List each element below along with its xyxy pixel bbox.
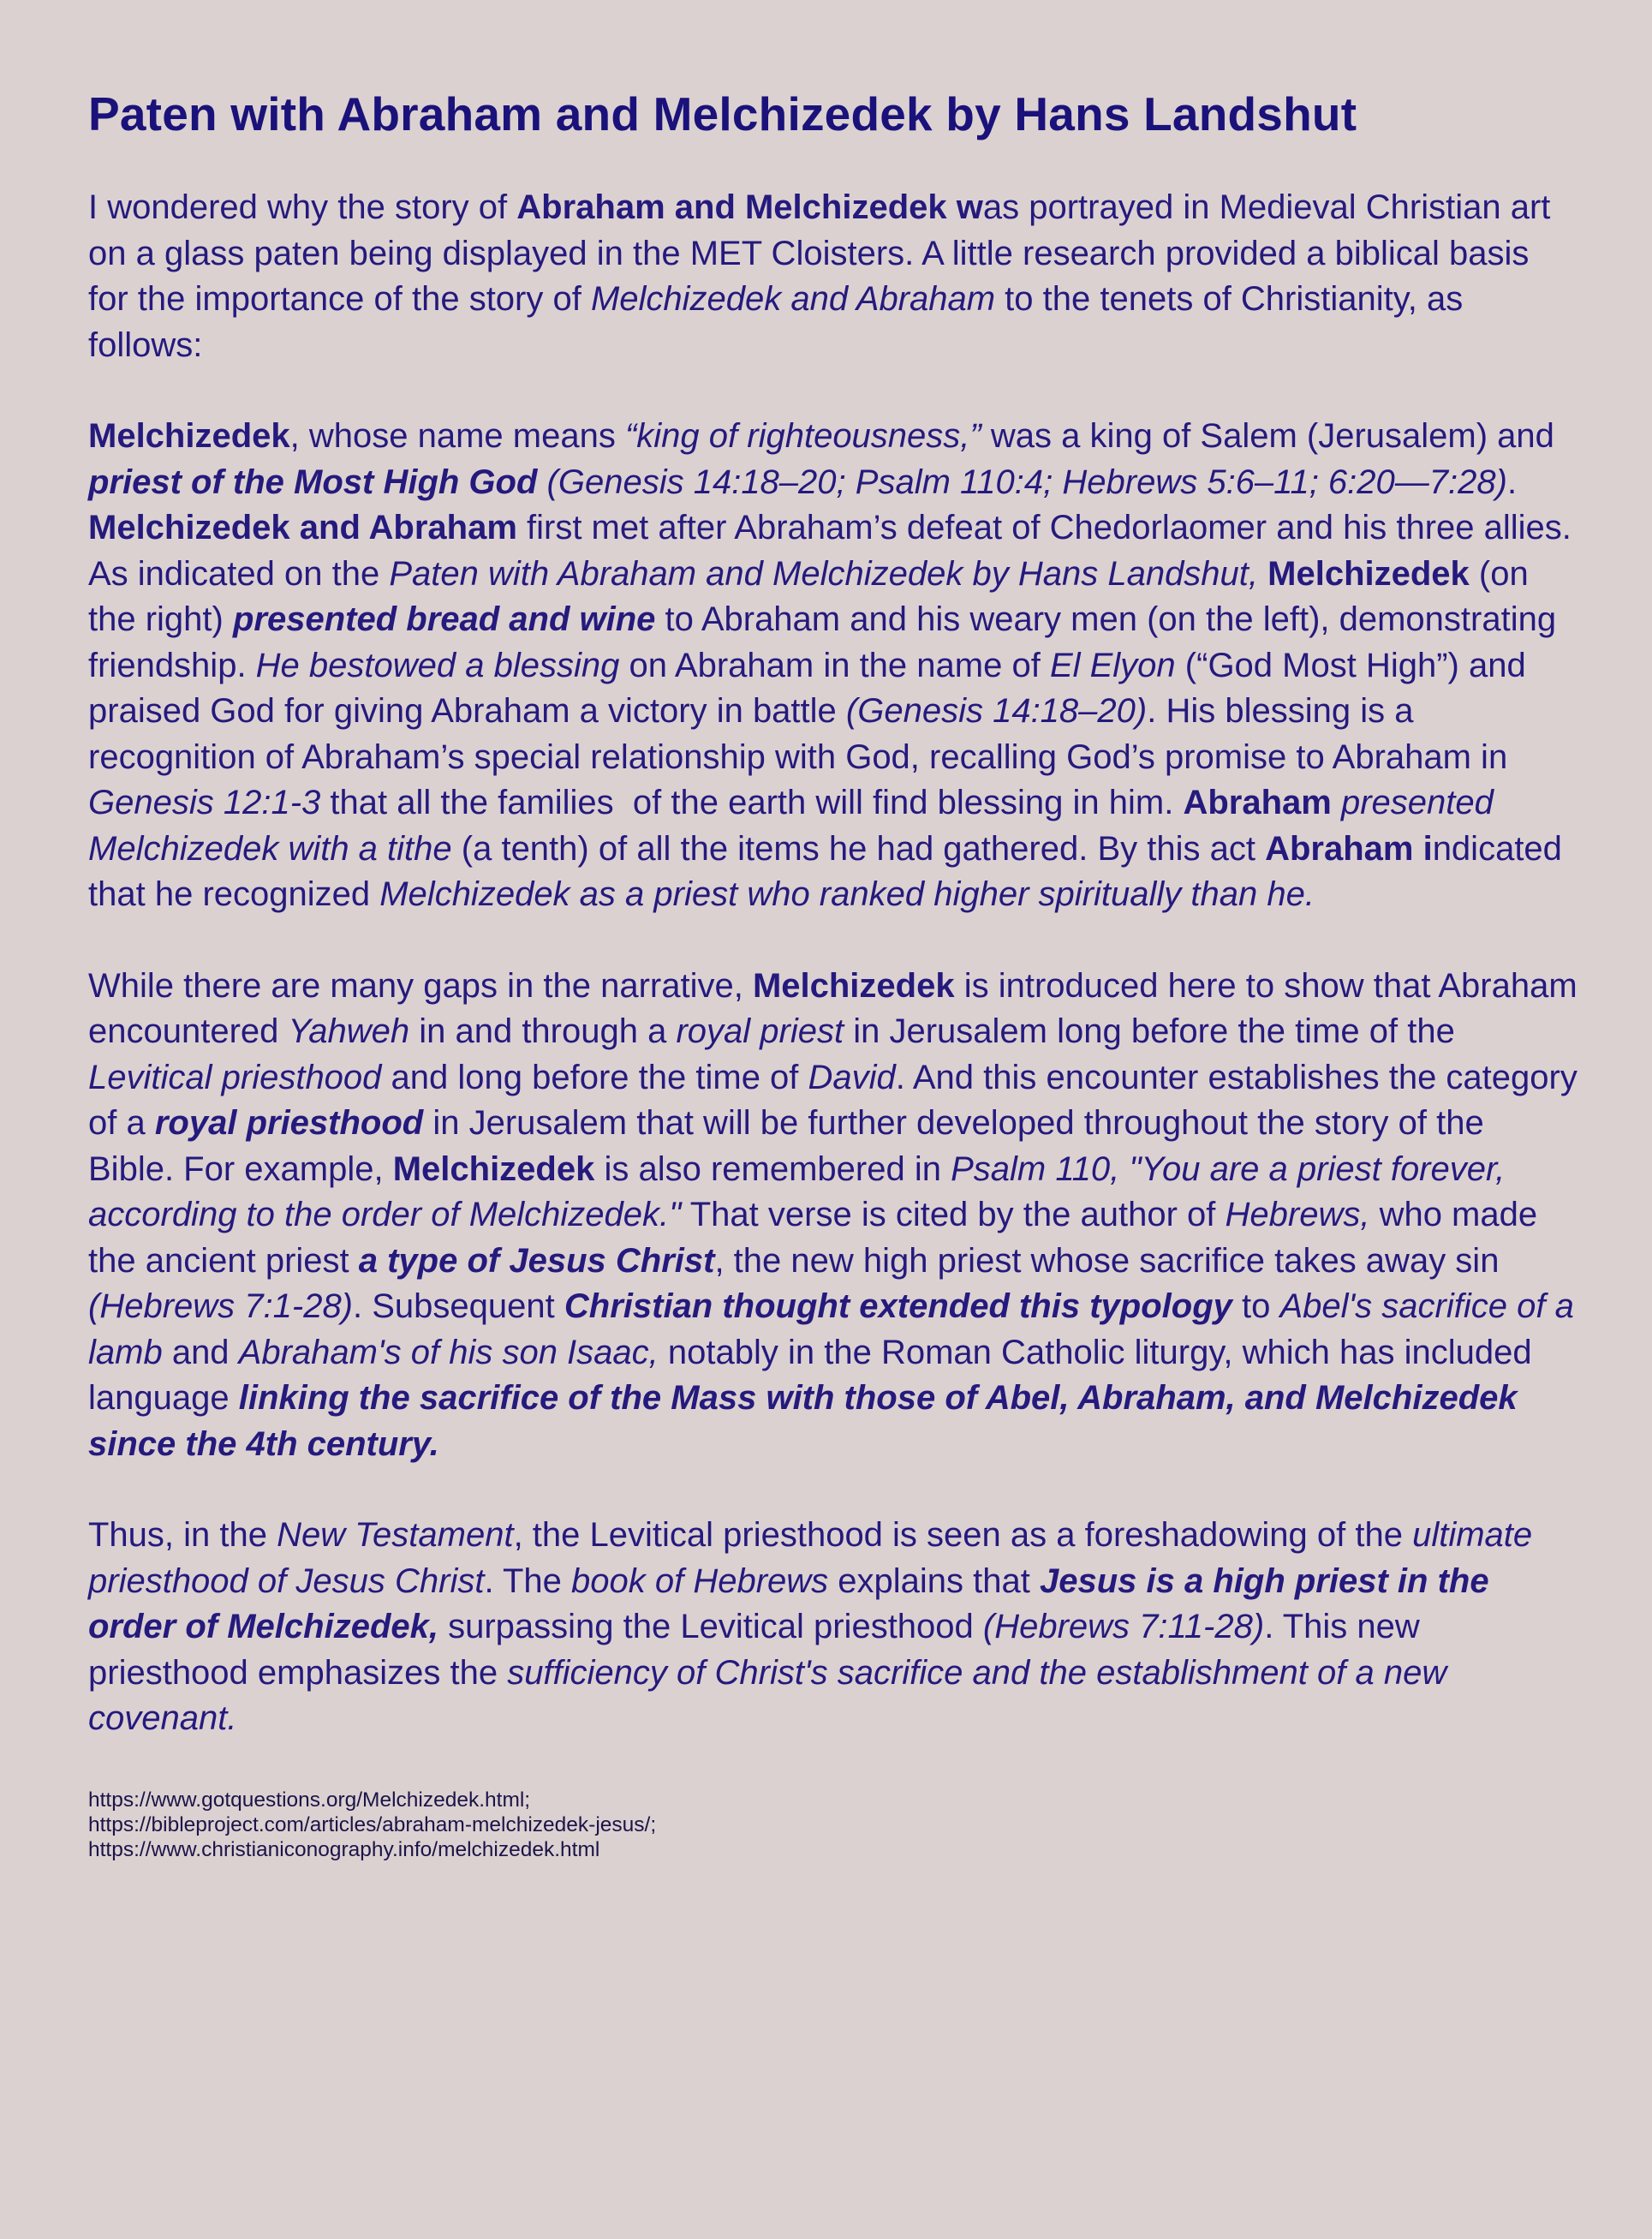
italic-text: Hebrews, (1225, 1196, 1370, 1233)
text-run: and long before the time of (381, 1058, 808, 1096)
italic-text: El Elyon (1049, 646, 1176, 684)
text-run: as portrayed in Medieval Christian art on a glass paten being displayed in the MET Cloisters. A little research provided a biblical basis for the importance of the story of (88, 188, 1560, 318)
text-run: . This new priesthood emphasizes the (88, 1608, 1429, 1692)
body-paragraph (88, 185, 1578, 368)
text-run: and (162, 1333, 239, 1371)
text-run: (on the right) (88, 554, 1538, 638)
bold-text: Abraham i (1265, 829, 1433, 868)
text-run: I wondered why the story of (88, 188, 517, 226)
text-run: , whose name means (289, 417, 625, 455)
text-run: . The (484, 1561, 571, 1600)
italic-text: presented Melchizedek with a tithe (88, 784, 1503, 868)
body-paragraph (88, 964, 1587, 1468)
bold-text: Melchizedek (88, 417, 290, 455)
bold-text: Melchizedek (1267, 554, 1470, 593)
text-run: . Subsequent (353, 1287, 564, 1325)
bold-text: Abraham and Melchizedek w (516, 188, 983, 226)
italic-text: David (808, 1058, 896, 1096)
body-paragraph (88, 1513, 1578, 1742)
italic-text: ultimate priesthood of Jesus Christ (88, 1516, 1542, 1600)
bold-italic-text: royal priesthood (154, 1104, 424, 1142)
bold-italic-text: presented bread and wine (232, 600, 656, 638)
body-paragraph (88, 414, 1578, 918)
page-title: Paten with Abraham and Melchizedek by Hans Landshut (88, 87, 1357, 140)
italic-text: (Genesis 14:18–20) (845, 692, 1148, 730)
italic-text: Genesis 12:1-3 (88, 784, 321, 821)
text-run: . And this encounter establishes the category of a (88, 1058, 1587, 1142)
text-run: in Jerusalem that will be further developed throughout the story of the Bible. For example, (88, 1104, 1494, 1188)
bold-italic-text: linking the sacrifice of the Mass with those of Abel, Abraham, and Melchizedek since the 4th century. (88, 1379, 1527, 1463)
italic-text: “king of righteousness,” (624, 417, 981, 455)
text-run: Thus, in the (88, 1516, 277, 1554)
text-run: who made the ancient priest (88, 1196, 1548, 1280)
text-run: (“God Most High”) and praised God for giving Abraham a victory in battle (88, 646, 1536, 730)
text-run: , the new high priest whose sacrifice takes away sin (714, 1241, 1509, 1280)
text-run: surpassing the Levitical priesthood (438, 1608, 983, 1645)
text-run: . His blessing is a recognition of Abraham’s special relationship with God, recalling God’s promise to Abraham in (88, 692, 1518, 776)
italic-text: Abraham's of his son Isaac, (238, 1333, 659, 1371)
document-page (88, 86, 1587, 1862)
text-run: was a king of Salem (Jerusalem) and (981, 417, 1565, 455)
source-url: https://bibleproject.com/articles/abraham-melchizedek-jesus/; (88, 1812, 657, 1836)
text-run: in and through a (409, 1012, 677, 1050)
italic-text: Yahweh (288, 1012, 410, 1050)
text-run: (a tenth) of all the items he had gathered. By this act (451, 829, 1266, 868)
italic-text: (Genesis 14:18–20; Psalm 110:4; Hebrews 5:6–11; 6:20—7:28) (537, 463, 1507, 501)
text-run (1332, 784, 1341, 821)
italic-text: Psalm 110, "You are a priest forever, according to the order of Melchizedek." (88, 1149, 1515, 1233)
bold-italic-text: priest of the Most High God (88, 463, 538, 501)
italic-text: (Hebrews 7:11-28) (982, 1608, 1265, 1645)
bold-text: Melchizedek (392, 1149, 595, 1188)
text-run: While there are many gaps in the narrative, (88, 966, 753, 1005)
italic-text: sufficiency of Christ's sacrifice and the establishment of a new covenant. (88, 1653, 1457, 1737)
sources-list (88, 1788, 1578, 1862)
bold-italic-text: Christian thought extended this typology (564, 1287, 1232, 1325)
source-url: https://www.christianiconography.info/melchizedek.html (88, 1837, 600, 1861)
italic-text: Melchizedek as a priest who ranked higher spiritually than he. (379, 875, 1315, 913)
bold-text: Melchizedek (752, 966, 955, 1005)
text-run: to the tenets of Christianity, as follows: (88, 280, 1473, 364)
text-run: first met after Abraham’s defeat of Chedorlaomer and his three allies. As indicated on the (88, 509, 1579, 593)
text-run: that all the families of the earth will find blessing in him. (320, 784, 1184, 821)
text-run: is introduced here to show that Abraham encountered (88, 966, 1587, 1050)
italic-text: Levitical priesthood (88, 1058, 382, 1096)
italic-text: (Hebrews 7:1-28) (88, 1287, 354, 1325)
italic-text: Melchizedek and Abraham (590, 280, 996, 318)
italic-text: royal priest (676, 1012, 844, 1050)
source-url: https://www.gotquestions.org/Melchizedek.html; (88, 1788, 531, 1812)
text-run: , the Levitical priesthood is seen as a foreshadowing of the (513, 1516, 1413, 1554)
text-run: is also remembered in (594, 1149, 951, 1188)
italic-text: Abel's sacrifice of a lamb (88, 1287, 1583, 1371)
text-run: explains that (828, 1561, 1040, 1600)
bold-italic-text: a type of Jesus Christ (358, 1241, 715, 1280)
text-run: to (1232, 1287, 1280, 1325)
article-body (88, 185, 1587, 1742)
text-run: . (1506, 463, 1527, 501)
italic-text: He bestowed a blessing (255, 646, 620, 684)
italic-text: book of Hebrews (571, 1561, 829, 1600)
text-run: on Abraham in the name of (619, 646, 1050, 684)
bold-text: Abraham (1183, 784, 1332, 821)
text-run (1258, 555, 1267, 593)
italic-text: New Testament (277, 1516, 514, 1554)
text-run: notably in the Roman Catholic liturgy, which has included language (88, 1333, 1542, 1417)
text-run: ndicated that he recognized (88, 829, 1572, 913)
bold-text: Melchizedek and Abraham (88, 509, 517, 546)
text-run: That verse is cited by the author of (681, 1196, 1226, 1233)
bold-italic-text: Jesus is a high priest in the order of Melchizedek, (88, 1561, 1499, 1645)
text-run: to Abraham and his weary men (on the left), demonstrating friendship. (88, 600, 1566, 684)
italic-text: Paten with Abraham and Melchizedek by Hans Landshut, (389, 554, 1259, 593)
text-run: in Jerusalem long before the time of the (844, 1012, 1464, 1050)
